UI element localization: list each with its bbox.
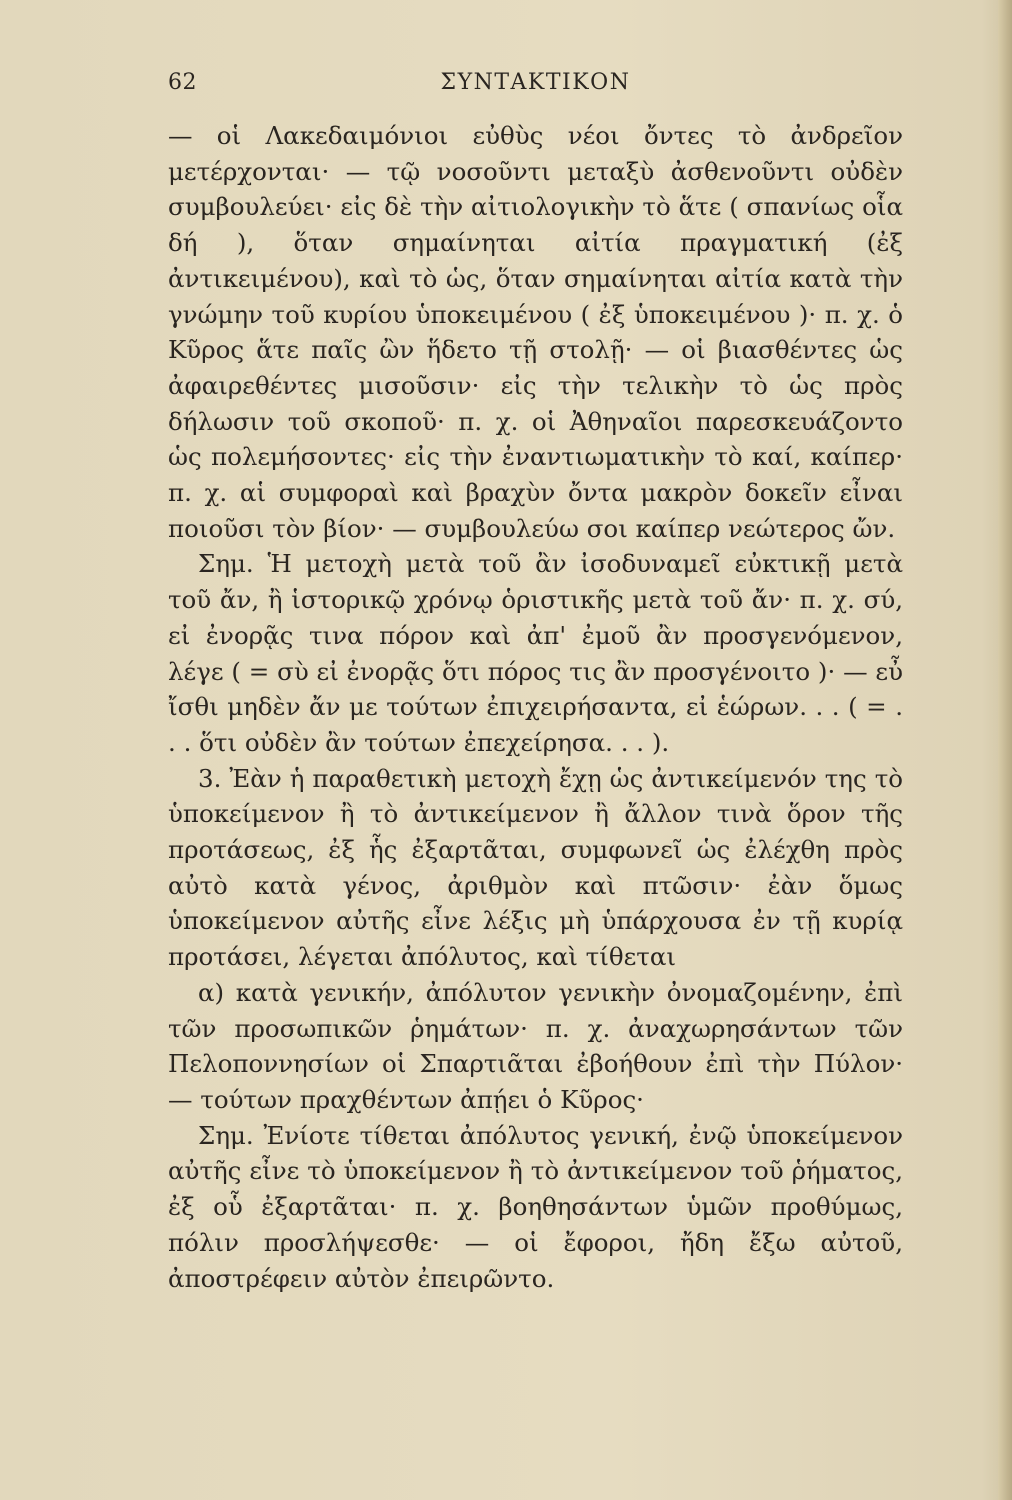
page-header [168,70,903,110]
page-body [168,118,903,1296]
paragraph-note-2: Σημ. Ἐνίοτε τίθεται ἀπόλυτος γενική, ἐνῷ ὑποκείμενον αὐτῆς εἶνε τὸ ὑποκείμενον ἢ τὸ ἀντικείμενον τοῦ ῥήματος, ἐξ οὗ ἐξαρτᾶται· π. χ. βοηθησάντων ὑμῶν προθύμως, πόλιν προσλήψεσθε· — οἱ ἔφοροι, ἤδη ἔξω αὐτοῦ, ἀποστρέφειν αὐτὸν ἐπειρῶντο. [168,1120,903,1293]
paragraph-examples: — οἱ Λακεδαιμόνιοι εὐθὺς νέοι ὄντες τὸ ἀνδρεῖον μετέρχονται· — τῷ νοσοῦντι μεταξὺ ἀσθενοῦντι οὐδὲν συμβουλεύει· εἰς δὲ τὴν αἰτιολογικὴν τὸ ἅτε ( σπανίως οἷα δή ), ὅταν σημαίνηται αἰτία πραγματική (ἐξ ἀντικειμένου), καὶ τὸ ὡς, ὅταν σημαίνηται αἰτία κατὰ τὴν γνώμην τοῦ κυρίου ὑποκειμένου ( ἐξ ὑποκειμένου )· π. χ. ὁ Κῦρος ἅτε παῖς ὢν ἥδετο τῇ στολῇ· — οἱ βιασθέντες ὡς ἀφαιρεθέντες μισοῦσιν· εἰς τὴν τελικὴν τὸ ὡς πρὸς δήλωσιν τοῦ σκοποῦ· π. χ. οἱ Ἀθηναῖοι παρεσκευάζοντο ὡς πολεμήσοντες· εἰς τὴν ἐναντιωματικὴν τὸ καί, καίπερ· π. χ. αἱ συμφοραὶ καὶ βραχὺν ὄντα μακρὸν δοκεῖν εἶναι ποιοῦσι τὸν βίον· — συμβουλεύω σοι καίπερ νεώτερος ὤν. [168,121,903,543]
paragraph-subsection-a: α) κατὰ γενικήν, ἀπόλυτον γενικὴν ὀνομαζομένην, ἐπὶ τῶν προσωπικῶν ῥημάτων· π. χ. ἀναχωρησάντων τῶν Πελοποννησίων οἱ Σπαρτιᾶται ἐβοήθουν ἐπὶ τὴν Πύλον· — τούτων πραχθέντων ἀπῄει ὁ Κῦρος· [168,977,903,1114]
paragraph-note-1: Σημ. Ἡ μετοχὴ μετὰ τοῦ ἂν ἰσοδυναμεῖ εὐκτικῇ μετὰ τοῦ ἄν, ἢ ἱστορικῷ χρόνῳ ὁριστικῆς μετὰ τοῦ ἄν· π. χ. σύ, εἰ ἐνορᾷς τινα πόρον καὶ ἀπ' ἐμοῦ ἂν προσγενόμενον, λέγε ( = σὺ εἰ ἐνορᾷς ὅτι πόρος τις ἂν προσγένοιτο )· — εὖ ἴσθι μηδὲν ἄν με τούτων ἐπιχειρήσαντα, εἰ ἑώρων. . . ( = . . . ὅτι οὐδὲν ἂν τούτων ἐπεχείρησα. . . ). [168,549,903,757]
page-fold-shadow [998,0,1012,1500]
running-title: ΣΥΝΤΑΚΤΙΚΟΝ [440,70,631,95]
page-number: 62 [168,70,197,95]
paragraph-section-3: 3. Ἐὰν ἡ παραθετικὴ μετοχὴ ἔχῃ ὡς ἀντικείμενόν της τὸ ὑποκείμενον ἢ τὸ ἀντικείμενον ἢ ἄλλον τινὰ ὅρον τῆς προτάσεως, ἐξ ἧς ἐξαρτᾶται, συμφωνεῖ ὡς ἐλέχθη πρὸς αὐτὸ κατὰ γένος, ἀριθμὸν καὶ πτῶσιν· ἐὰν ὅμως ὑποκείμενον αὐτῆς εἶνε λέξις μὴ ὑπάρχουσα ἐν τῇ κυρίᾳ προτάσει, λέγεται ἀπόλυτος, καὶ τίθεται [168,763,903,972]
